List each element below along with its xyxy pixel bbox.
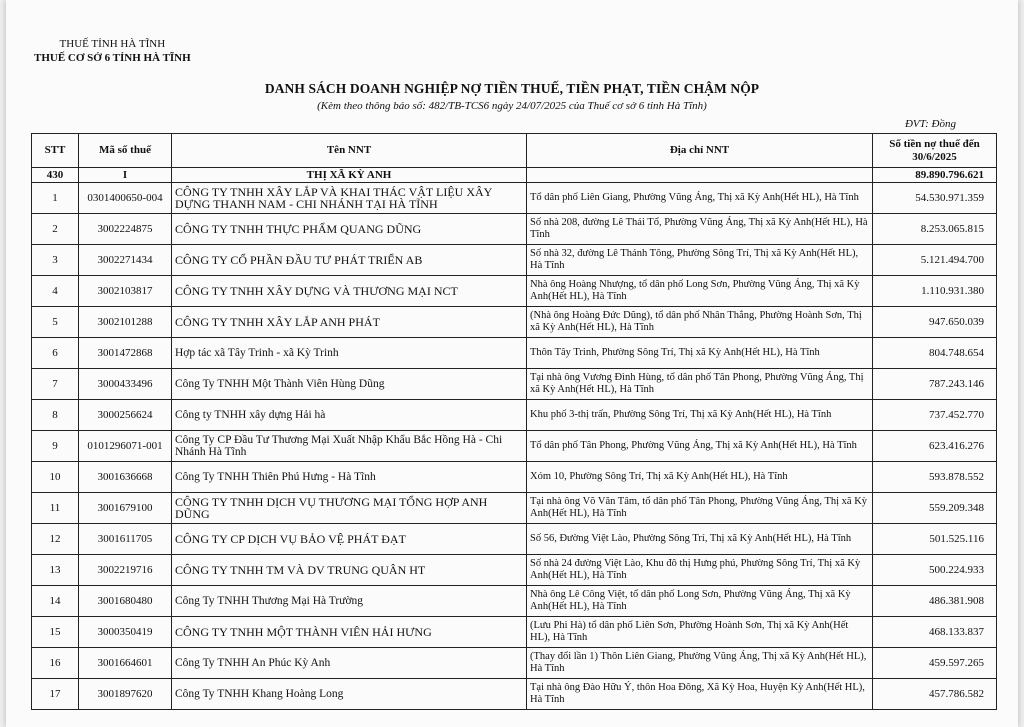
table-header-row: [32, 134, 997, 168]
row-stt: 5: [32, 307, 79, 338]
row-debt-amount: 559.209.348: [873, 493, 997, 524]
row-taxpayer-name: Công Ty TNHH Thương Mại Hà Trường: [172, 586, 527, 617]
row-tax-code: 3000433496: [79, 369, 172, 400]
row-taxpayer-address: Thôn Tây Trinh, Phường Sông Trí, Thị xã Kỳ Anh(Hết HL), Hà Tĩnh: [527, 338, 873, 369]
row-taxpayer-name: Công Ty CP Đầu Tư Thương Mại Xuất Nhập Khẩu Bắc Hồng Hà - Chi Nhánh Hà Tĩnh: [172, 431, 527, 462]
row-taxpayer-name: Công Ty TNHH An Phúc Kỳ Anh: [172, 648, 527, 679]
table-row: [32, 338, 997, 369]
row-taxpayer-address: Tổ dân phố Liên Giang, Phường Vũng Áng, Thị xã Kỳ Anh(Hết HL), Hà Tĩnh: [527, 183, 873, 214]
row-stt: 3: [32, 245, 79, 276]
row-taxpayer-address: Số 56, Đường Việt Lào, Phường Sông Trí, Thị xã Kỳ Anh(Hết HL), Hà Tĩnh: [527, 524, 873, 555]
debt-table: [31, 133, 997, 710]
row-tax-code: 3001679100: [79, 493, 172, 524]
row-taxpayer-name: CÔNG TY CP DỊCH VỤ BẢO VỆ PHÁT ĐẠT: [172, 524, 527, 555]
row-debt-amount: 623.416.276: [873, 431, 997, 462]
row-taxpayer-name: Công Ty TNHH Một Thành Viên Hùng Dũng: [172, 369, 527, 400]
agency-line-2: THUẾ CƠ SỞ 6 TỈNH HÀ TĨNH: [34, 52, 191, 64]
table-row: [32, 617, 997, 648]
row-taxpayer-name: CÔNG TY TNHH XÂY LẮP ANH PHÁT: [172, 307, 527, 338]
row-taxpayer-address: Khu phố 3-thị trấn, Phường Sông Trí, Thị xã Kỳ Anh(Hết HL), Hà Tĩnh: [527, 400, 873, 431]
row-taxpayer-name: Công ty TNHH xây dựng Hải hà: [172, 400, 527, 431]
header-stt: STT: [32, 134, 79, 168]
row-tax-code: 3001897620: [79, 679, 172, 710]
row-debt-amount: 593.878.552: [873, 462, 997, 493]
row-debt-amount: 500.224.933: [873, 555, 997, 586]
row-debt-amount: 468.133.837: [873, 617, 997, 648]
row-taxpayer-address: (Lưu Phi Hà) tổ dân phố Liên Sơn, Phường Hoành Sơn, Thị xã Kỳ Anh(Hết HL), Hà Tĩnh: [527, 617, 873, 648]
group-row: [32, 168, 997, 183]
row-debt-amount: 8.253.065.815: [873, 214, 997, 245]
row-taxpayer-address: Tại nhà ông Đào Hữu Ý, thôn Hoa Đông, Xã Kỳ Hoa, Huyện Kỳ Anh(Hết HL), Hà Tĩnh: [527, 679, 873, 710]
table-row: [32, 400, 997, 431]
row-debt-amount: 737.452.770: [873, 400, 997, 431]
row-tax-code: 3001472868: [79, 338, 172, 369]
header-debt-amount: Số tiền nợ thuế đến 30/6/2025: [873, 134, 997, 168]
document-subtitle: (Kèm theo thông báo số: 482/TB-TCS6 ngày 24/07/2025 của Thuế cơ sở 6 tỉnh Hà Tĩnh): [317, 100, 707, 112]
table-row: [32, 493, 997, 524]
row-tax-code: 3002219716: [79, 555, 172, 586]
row-taxpayer-name: CÔNG TY TNHH DỊCH VỤ THƯƠNG MẠI TỔNG HỢP ANH DŨNG: [172, 493, 527, 524]
row-stt: 17: [32, 679, 79, 710]
header-taxpayer-address: Địa chỉ NNT: [527, 134, 873, 168]
row-tax-code: 3001636668: [79, 462, 172, 493]
group-name: THỊ XÃ KỲ ANH: [172, 168, 527, 183]
row-taxpayer-address: Nhà ông Hoàng Nhượng, tổ dân phố Long Sơn, Phường Vũng Áng, Thị xã Kỳ Anh(Hết HL), Hà Tĩnh: [527, 276, 873, 307]
row-tax-code: 3002101288: [79, 307, 172, 338]
row-debt-amount: 501.525.116: [873, 524, 997, 555]
row-tax-code: 3002271434: [79, 245, 172, 276]
row-stt: 16: [32, 648, 79, 679]
row-taxpayer-name: CÔNG TY TNHH XÂY LẮP VÀ KHAI THÁC VẬT LIỆU XÂY DỰNG THANH NAM - CHI NHÁNH TẠI HÀ TĨNH: [172, 183, 527, 214]
row-stt: 12: [32, 524, 79, 555]
table-row: [32, 276, 997, 307]
row-stt: 15: [32, 617, 79, 648]
row-taxpayer-address: Nhà ông Lê Công Việt, tổ dân phố Long Sơn, Phường Vũng Áng, Thị xã Kỳ Anh(Hết HL), Hà Tĩnh: [527, 586, 873, 617]
row-stt: 14: [32, 586, 79, 617]
row-stt: 6: [32, 338, 79, 369]
agency-line-1: THUẾ TỈNH HÀ TĨNH: [59, 38, 166, 50]
table-row: [32, 462, 997, 493]
row-stt: 1: [32, 183, 79, 214]
row-tax-code: 3002103817: [79, 276, 172, 307]
row-taxpayer-name: CÔNG TY CỔ PHẦN ĐẦU TƯ PHÁT TRIỂN AB: [172, 245, 527, 276]
table-row: [32, 307, 997, 338]
row-tax-code: 0301400650-004: [79, 183, 172, 214]
row-taxpayer-address: (Nhà ông Hoàng Đức Dũng), tổ dân phố Nhân Thắng, Phường Hoành Sơn, Thị xã Kỳ Anh(Hết HL), Hà Tĩnh: [527, 307, 873, 338]
row-taxpayer-name: CÔNG TY TNHH THỰC PHẨM QUANG DŨNG: [172, 214, 527, 245]
row-stt: 10: [32, 462, 79, 493]
row-taxpayer-name: CÔNG TY TNHH MỘT THÀNH VIÊN HẢI HƯNG: [172, 617, 527, 648]
row-tax-code: 3002224875: [79, 214, 172, 245]
row-taxpayer-name: Hợp tác xã Tây Trinh - xã Kỳ Trinh: [172, 338, 527, 369]
table-row: [32, 214, 997, 245]
row-stt: 11: [32, 493, 79, 524]
group-debt-total: 89.890.796.621: [873, 168, 997, 183]
row-taxpayer-name: CÔNG TY TNHH XÂY DỰNG VÀ THƯƠNG MẠI NCT: [172, 276, 527, 307]
document-page: [6, 0, 1018, 727]
row-tax-code: 3000350419: [79, 617, 172, 648]
table-row: [32, 586, 997, 617]
row-stt: 13: [32, 555, 79, 586]
header-taxpayer-name: Tên NNT: [172, 134, 527, 168]
row-taxpayer-address: Tại nhà ông Vương Đình Hùng, tổ dân phố Tân Phong, Phường Vũng Áng, Thị xã Kỳ Anh(Hết HL), Hà Tĩnh: [527, 369, 873, 400]
table-row: [32, 555, 997, 586]
row-taxpayer-address: Tại nhà ông Võ Văn Tâm, tổ dân phố Tân Phong, Phường Vũng Áng, Thị xã Kỳ Anh(Hết HL), Hà Tĩnh: [527, 493, 873, 524]
row-taxpayer-address: Tổ dân phố Tân Phong, Phường Vũng Áng, Thị xã Kỳ Anh(Hết HL), Hà Tĩnh: [527, 431, 873, 462]
row-stt: 4: [32, 276, 79, 307]
row-stt: 9: [32, 431, 79, 462]
row-tax-code: 3001664601: [79, 648, 172, 679]
issuing-agency: [34, 37, 191, 65]
row-debt-amount: 5.121.494.700: [873, 245, 997, 276]
row-taxpayer-address: Số nhà 208, đường Lê Thái Tổ, Phường Vũng Áng, Thị xã Kỳ Anh(Hết HL), Hà Tĩnh: [527, 214, 873, 245]
group-stt: 430: [32, 168, 79, 183]
table-row: [32, 431, 997, 462]
row-tax-code: 3001611705: [79, 524, 172, 555]
group-code: I: [79, 168, 172, 183]
table-row: [32, 183, 997, 214]
row-debt-amount: 787.243.146: [873, 369, 997, 400]
row-debt-amount: 54.530.971.359: [873, 183, 997, 214]
table-row: [32, 679, 997, 710]
table-row: [32, 245, 997, 276]
header-tax-code: Mã số thuế: [79, 134, 172, 168]
row-debt-amount: 486.381.908: [873, 586, 997, 617]
row-stt: 2: [32, 214, 79, 245]
row-taxpayer-name: Công Ty TNHH Khang Hoàng Long: [172, 679, 527, 710]
row-debt-amount: 804.748.654: [873, 338, 997, 369]
table-row: [32, 648, 997, 679]
row-tax-code: 3000256624: [79, 400, 172, 431]
currency-unit: ĐVT: Đồng: [904, 118, 956, 130]
row-taxpayer-address: Số nhà 24 đường Việt Lào, Khu đô thị Hưng phú, Phường Sông Trí, Thị xã Kỳ Anh(Hết HL), Hà Tĩnh: [527, 555, 873, 586]
row-stt: 8: [32, 400, 79, 431]
table-row: [32, 369, 997, 400]
row-debt-amount: 459.597.265: [873, 648, 997, 679]
row-tax-code: 0101296071-001: [79, 431, 172, 462]
row-debt-amount: 1.110.931.380: [873, 276, 997, 307]
document-title: DANH SÁCH DOANH NGHIỆP NỢ TIỀN THUẾ, TIỀN PHẠT, TIỀN CHẬM NỘP: [264, 81, 760, 96]
row-stt: 7: [32, 369, 79, 400]
row-taxpayer-name: Công Ty TNHH Thiên Phú Hưng - Hà Tĩnh: [172, 462, 527, 493]
row-taxpayer-address: (Thay đổi lần 1) Thôn Liên Giang, Phường Vũng Áng, Thị xã Kỳ Anh(Hết HL), Hà Tĩnh: [527, 648, 873, 679]
row-debt-amount: 457.786.582: [873, 679, 997, 710]
row-taxpayer-name: CÔNG TY TNHH TM VÀ DV TRUNG QUÂN HT: [172, 555, 527, 586]
table-row: [32, 524, 997, 555]
row-debt-amount: 947.650.039: [873, 307, 997, 338]
row-taxpayer-address: Số nhà 32, đường Lê Thánh Tông, Phường Sông Trí, Thị xã Kỳ Anh(Hết HL), Hà Tĩnh: [527, 245, 873, 276]
row-taxpayer-address: Xóm 10, Phường Sông Trí, Thị xã Kỳ Anh(Hết HL), Hà Tĩnh: [527, 462, 873, 493]
row-tax-code: 3001680480: [79, 586, 172, 617]
group-address: [527, 168, 873, 183]
